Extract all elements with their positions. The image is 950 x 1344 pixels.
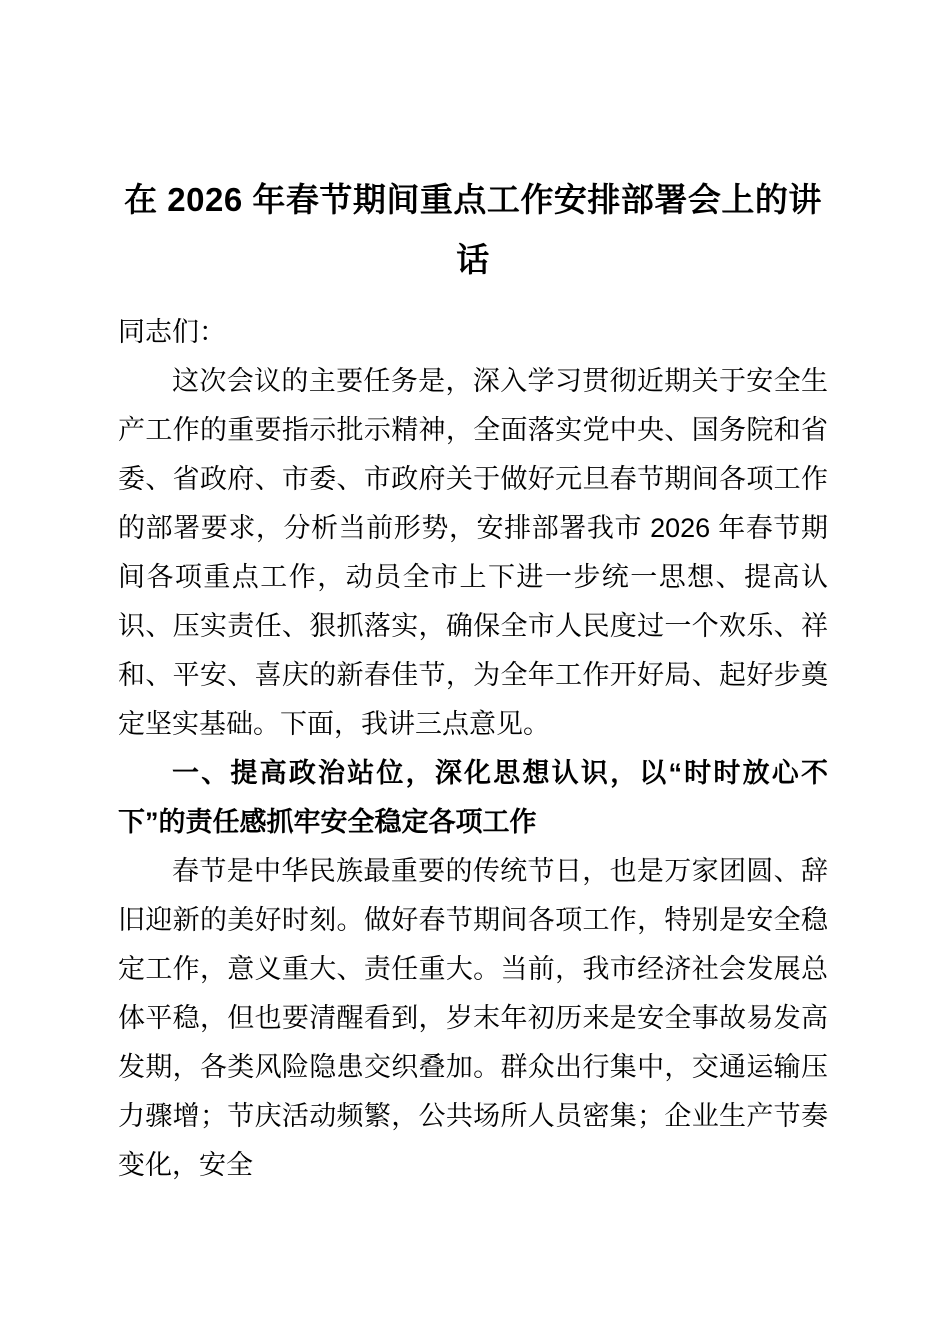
salutation: 同志们： — [118, 317, 226, 347]
section-heading-1: 一、提高政治站位，深化思想认识，以“时时放心不下”的责任感抓牢安全稳定各项工作 — [118, 758, 828, 837]
document-title: 在 2026 年春节期间重点工作安排部署会上的讲话 — [124, 181, 822, 278]
paragraph-opening: 这次会议的主要任务是，深入学习贯彻近期关于安全生产工作的重要指示批示精神，全面落实党中央、国务院和省委、省政府、市委、市政府关于做好元旦春节期间各项工作的部署要求，分析当前形势，安排部署我市 2026 年春节期间各项重点工作，动员全市上下进一步统一思想、提高认识、压实责任、狠抓落实，确保全市人民度过一个欢乐、祥和、平安、喜庆的新春佳节，为全年工作开好局、起好步奠定坚实基础。下面，我讲三点意见。 — [118, 366, 828, 739]
paragraph-section-1: 春节是中华民族最重要的传统节日，也是万家团圆、辞旧迎新的美好时刻。做好春节期间各项工作，特别是安全稳定工作，意义重大、责任重大。当前，我市经济社会发展总体平稳，但也要清醒看到，岁末年初历来是安全事故易发高发期，各类风险隐患交织叠加。群众出行集中，交通运输压力骤增；节庆活动频繁，公共场所人员密集；企业生产节奏变化，安全 — [118, 856, 828, 1180]
